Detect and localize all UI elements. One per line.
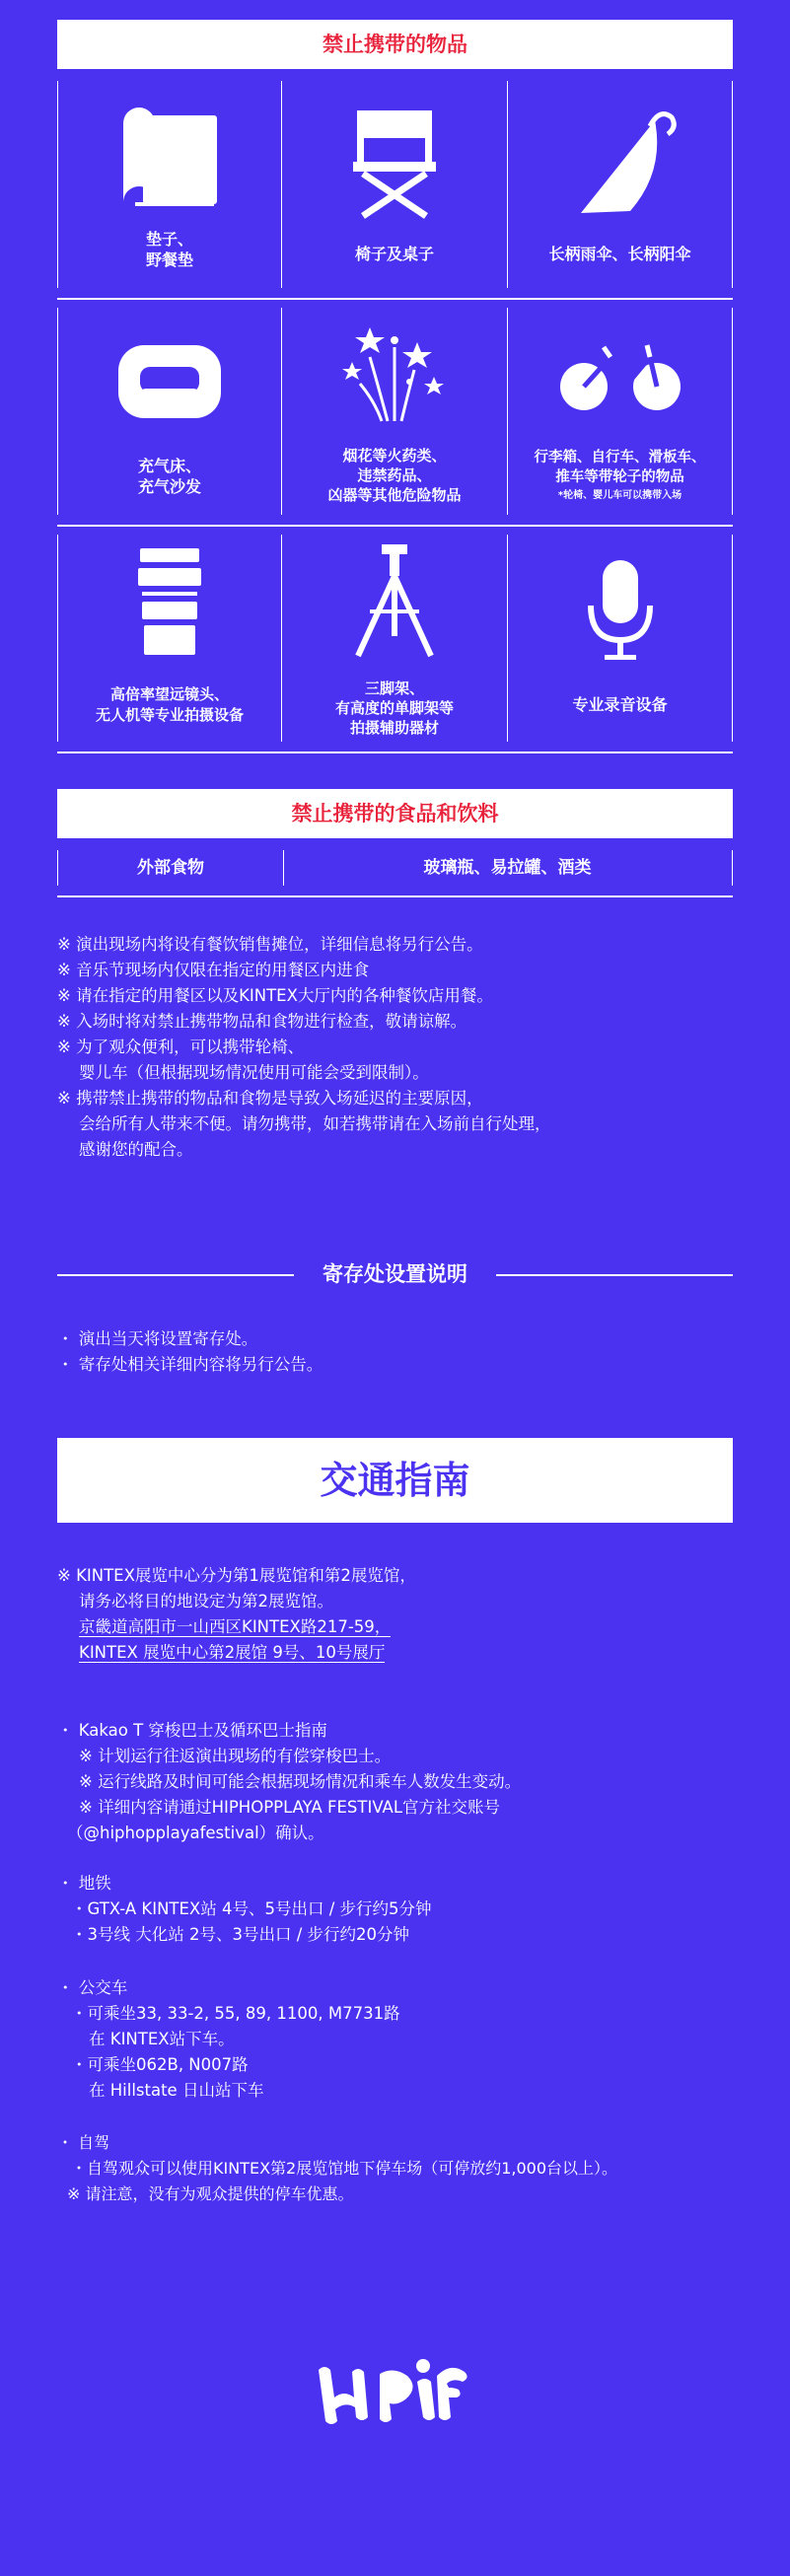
prohibited-item-label: 专业录音设备 [572,695,668,714]
bus-info [57,1975,400,2104]
prohibited-item-label: 充气床、 充气沙发 [137,457,201,496]
prohibited-item-umbrella [508,81,733,288]
note-line: 会给所有人带来不便。请勿携带，如若携带请在入场前自行处理， [79,1114,551,1133]
bus-line: 在 KINTEX站下车。 [89,2030,235,2048]
prohibited-item-label: 行李箱、自行车、滑板车、 推车等带轮子的物品 [534,450,706,485]
prohibited-item-bicycle [508,308,733,515]
address-line: 京畿道高阳市一山西区KINTEX路217-59， [79,1617,392,1636]
shuttle-line: ※ 运行线路及时间可能会根据现场情况和乘车人数发生变动。 [79,1772,522,1791]
camera-lens-icon [130,546,209,660]
long-umbrella-icon [561,103,680,221]
subway-line: ・GTX-A KINTEX站 4号、5号出口 / 步行约5分钟 [71,1899,432,1918]
festival-logo [311,2352,478,2431]
transport-title: 交通指南 [57,1438,733,1523]
bus-heading: ・ 公交车 [57,1978,128,1997]
note-line: ※ 音乐节现场内仅限在指定的用餐区内进食 [57,961,370,979]
prohibited-item-chair [282,81,508,288]
storage-item: ・ 寄存处相关详细内容将另行公告。 [57,1355,323,1374]
bus-line: ・可乘坐33, 33-2, 55, 89, 1100, M7731路 [71,2004,400,2023]
note-line: ※ 请在指定的用餐区以及KINTEX大厅内的各种餐饮店用餐。 [57,986,493,1005]
prohibited-item-microphone [508,535,733,742]
note-line: ※ 演出现场内将设有餐饮销售摊位，详细信息将另行公告。 [57,935,483,954]
storage-list [57,1326,323,1378]
grid-divider [57,298,733,300]
storage-rule-left [57,1274,294,1276]
storage-title: 寄存处设置说明 [323,1262,467,1286]
grid-divider [57,751,733,753]
prohibited-food-item: 外部食物 [58,850,284,886]
prohibited-items-title: 禁止携带的物品 [57,20,733,69]
prohibited-item-label: 椅子及桌子 [354,245,434,263]
prohibited-item-label: 高倍率望远镜头、 无人机等专业拍摄设备 [95,685,244,724]
prohibited-item-lens [57,535,282,742]
prohibited-item-tripod [282,535,508,742]
prohibited-item-sofa [57,308,282,515]
prohibited-items-grid [57,81,733,761]
shuttle-heading: ・ Kakao T 穿梭巴士及循环巴士指南 [57,1721,327,1740]
subway-info [57,1871,432,1948]
prohibited-item-label: 长柄雨伞、长柄阳伞 [548,245,691,263]
note-line: 婴儿车（但根据现场情况使用可能会受到限制）。 [79,1063,429,1082]
prohibited-item-label: 三脚架、 有高度的单脚架等 拍摄辅助器材 [334,680,454,737]
prohibited-food-item: 玻璃瓶、易拉罐、酒类 [423,858,592,878]
bicycle-icon [556,337,684,416]
address-wrap [57,1614,416,1640]
hpf-logo-icon [311,2352,478,2431]
prohibited-item-label: 垫子、 野餐垫 [145,230,193,269]
note-line: 感谢您的配合。 [79,1140,193,1159]
prohibited-item-fireworks [282,308,508,515]
bus-line: ・可乘坐062B, N007路 [71,2055,249,2074]
address-wrap [57,1640,416,1666]
note-line: ※ 携带禁止携带的物品和食物是导致入场延迟的主要原因， [57,1089,483,1108]
director-chair-icon [345,103,444,221]
car-heading: ・ 自驾 [57,2133,110,2152]
grid-divider [57,525,733,527]
prohibited-item-note: *轮椅、婴儿车可以携带入场 [557,490,682,501]
storage-rule-right [496,1274,733,1276]
fireworks-icon [340,322,449,431]
microphone-icon [581,556,660,665]
prohibited-item-mat [57,81,282,288]
venue-line: 请务必将目的地设定为第2展览馆。 [79,1592,333,1610]
notes-list [57,932,748,1163]
shuttle-line: ※ 详细内容请通过HIPHOPPLAYA FESTIVAL官方社交账号 [79,1798,501,1817]
subway-heading: ・ 地铁 [57,1874,111,1893]
car-line: ※ 请注意，没有为观众提供的停车优惠。 [67,2184,354,2203]
shuttle-line: ※ 计划运行往返演出现场的有偿穿梭巴士。 [79,1747,392,1765]
rolled-mat-icon [115,106,224,214]
note-line: ※ 为了观众便利，可以携带轮椅、 [57,1038,305,1056]
prohibited-item-label: 烟花等火药类、 违禁药品、 凶器等其他危险物品 [327,447,462,504]
bus-line: 在 Hillstate 日山站下车 [89,2081,264,2100]
prohibited-food-title: 禁止携带的食品和饮料 [57,789,733,838]
subway-line: ・3号线 大化站 2号、3号出口 / 步行约20分钟 [71,1925,410,1944]
sofa-icon [110,337,229,426]
venue-info [57,1563,416,1666]
food-divider [57,895,733,897]
shuttle-line: （@hiphopplayafestival）确认。 [67,1824,324,1842]
prohibited-food-row [57,850,733,886]
address-line: KINTEX 展览中心第2展馆 9号、10号展厅 [79,1643,386,1662]
car-info [57,2130,617,2207]
note-line: ※ 入场时将对禁止携带物品和食物进行检查，敬请谅解。 [57,1012,467,1031]
tripod-icon [350,542,439,661]
car-line: ・自驾观众可以使用KINTEX第2展览馆地下停车场（可停放约1,000台以上）。 [71,2159,618,2178]
storage-item: ・ 演出当天将设置寄存处。 [57,1329,258,1348]
shuttle-info [57,1718,521,1846]
venue-line: ※ KINTEX展览中心分为第1展览馆和第2展览馆， [57,1566,416,1585]
